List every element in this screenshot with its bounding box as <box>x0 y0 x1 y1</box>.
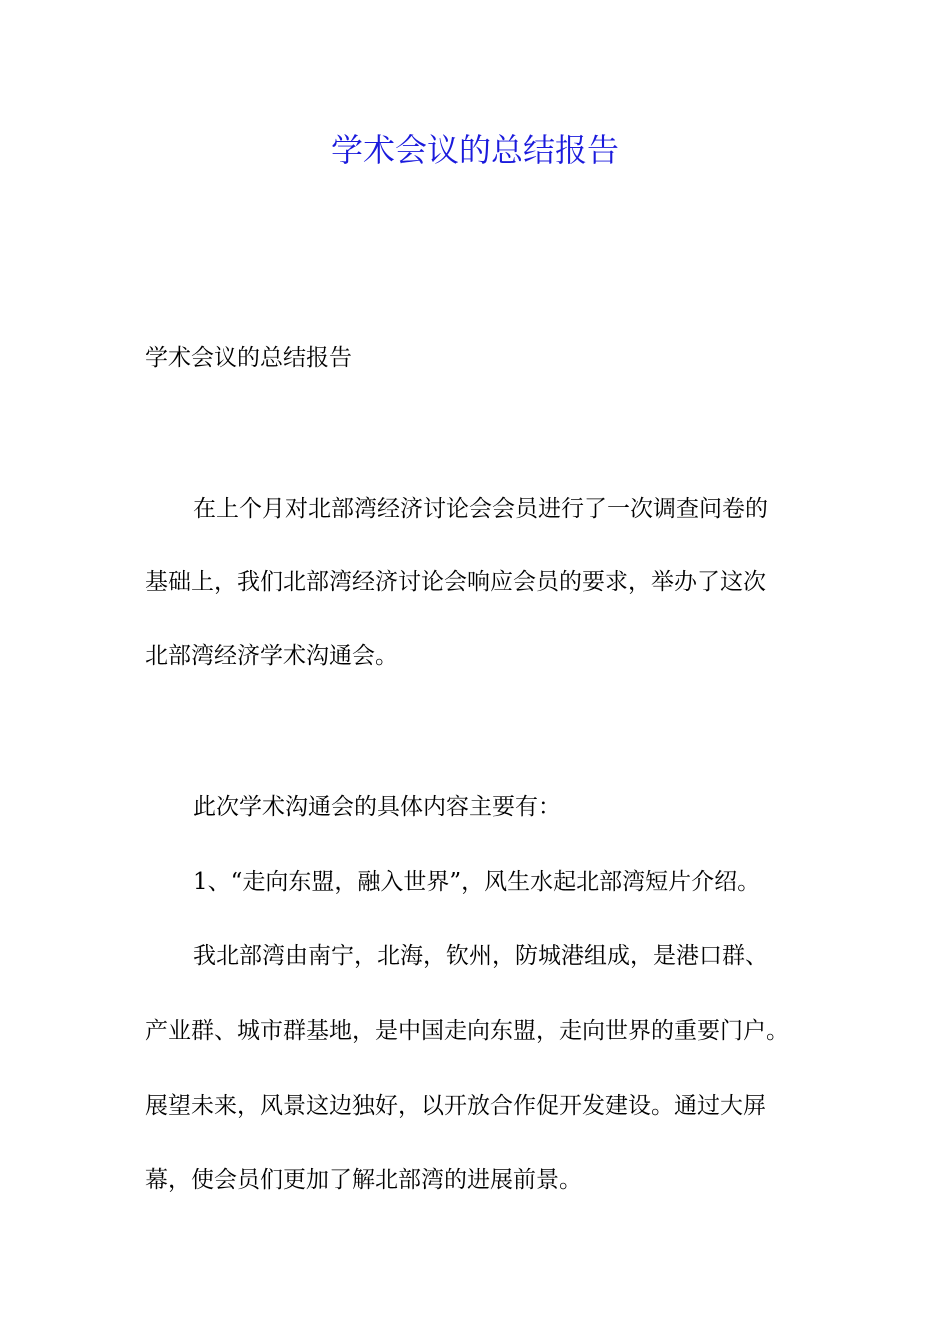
document-subtitle: 学术会议的总结报告 <box>145 345 352 371</box>
paragraph-line: 产业群、城市群基地，是中国走向东盟，走向世界的重要门户。 <box>145 1018 789 1044</box>
paragraph-line: 1、“走向东盟，融入世界”，风生水起北部湾短片介绍。 <box>193 869 761 895</box>
paragraph-line: 我北部湾由南宁，北海，钦州，防城港组成，是港口群、 <box>193 943 768 969</box>
paragraph-line: 此次学术沟通会的具体内容主要有： <box>193 794 561 820</box>
paragraph-line: 北部湾经济学术沟通会。 <box>145 643 398 669</box>
paragraph-line: 基础上，我们北部湾经济讨论会响应会员的要求，举办了这次 <box>145 569 766 595</box>
paragraph-line: 幕，使会员们更加了解北部湾的进展前景。 <box>145 1167 582 1193</box>
document-title: 学术会议的总结报告 <box>330 131 619 169</box>
paragraph-line: 展望未来，风景这边独好，以开放合作促开发建设。通过大屏 <box>145 1093 766 1119</box>
paragraph-line: 在上个月对北部湾经济讨论会会员进行了一次调查问卷的 <box>193 496 768 522</box>
